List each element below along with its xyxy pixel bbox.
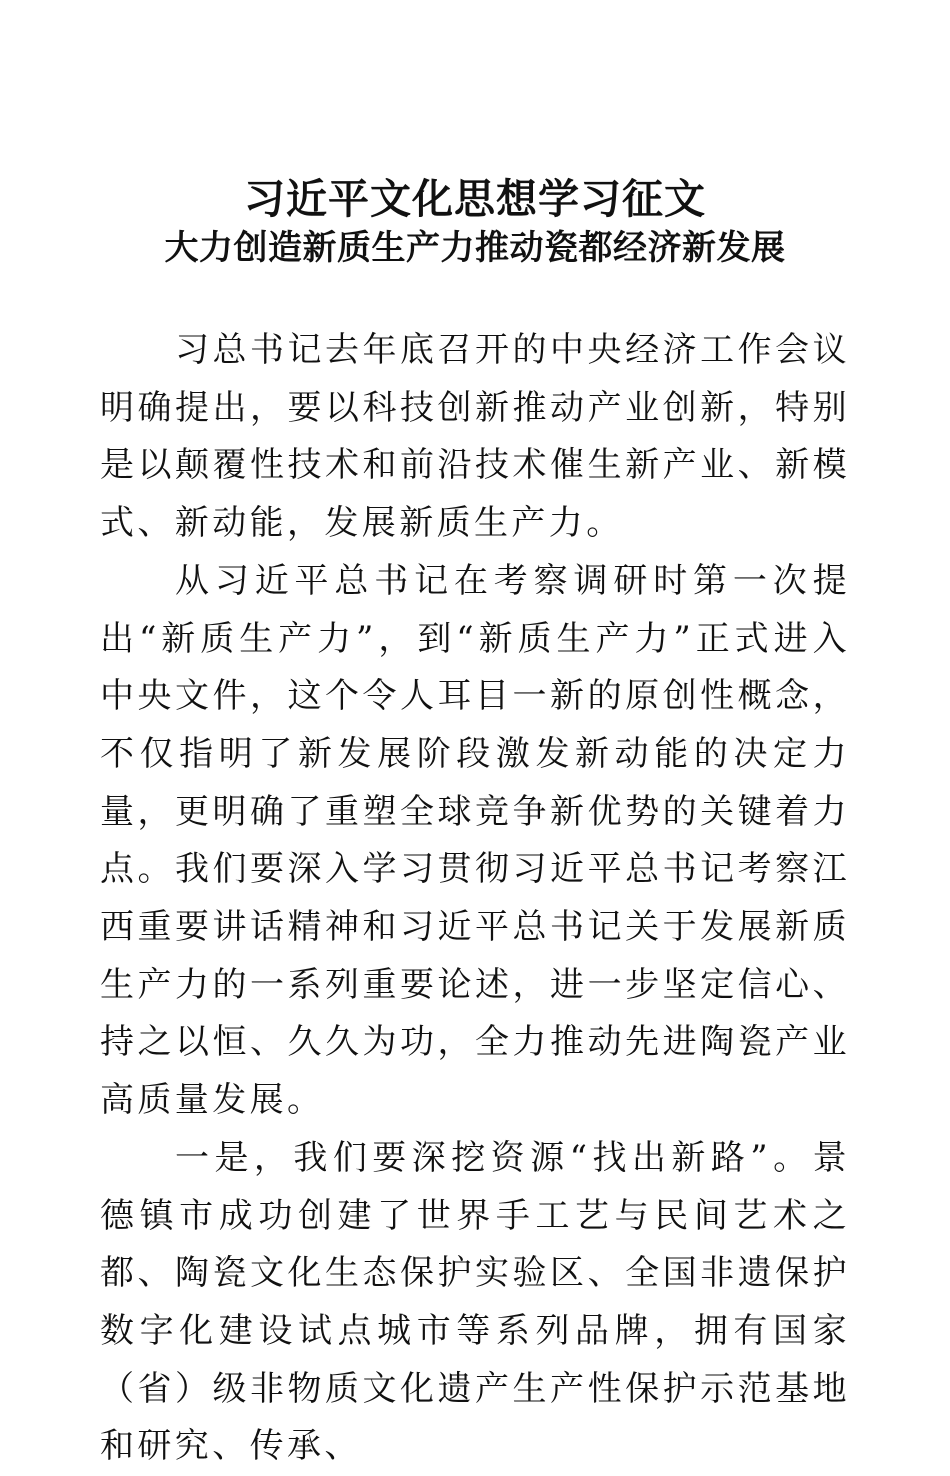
document-body xyxy=(100,322,850,1476)
paragraph-2: 从习近平总书记在考察调研时第一次提出“新质生产力”，到“新质生产力”正式进入中央文件，这个令人耳目一新的原创性概念，不仅指明了新发展阶段激发新动能的决定力量，更明确了重塑全球竞争新优势的关键着力点。我们要深入学习贯彻习近平总书记考察江西重要讲话精神和习近平总书记关于发展新质生产力的一系列重要论述，进一步坚定信心、持之以恒、久久为功，全力推动先进陶瓷产业高质量发展。 xyxy=(100,560,850,1121)
document-title: 习近平文化思想学习征文 xyxy=(244,175,706,223)
paragraph-1: 习总书记去年底召开的中央经济工作会议明确提出，要以科技创新推动产业创新，特别是以颠覆性技术和前沿技术催生新产业、新模式、新动能，发展新质生产力。 xyxy=(100,330,850,544)
document-subtitle: 大力创造新质生产力推动瓷都经济新发展 xyxy=(164,228,786,268)
paragraph-3: 一是，我们要深挖资源“找出新路”。景德镇市成功创建了世界手工艺与民间艺术之都、陶瓷文化生态保护实验区、全国非遗保护数字化建设试点城市等系列品牌，拥有国家（省）级非物质文化遗产生产性保护示范基地和研究、传承、 xyxy=(100,1137,850,1467)
